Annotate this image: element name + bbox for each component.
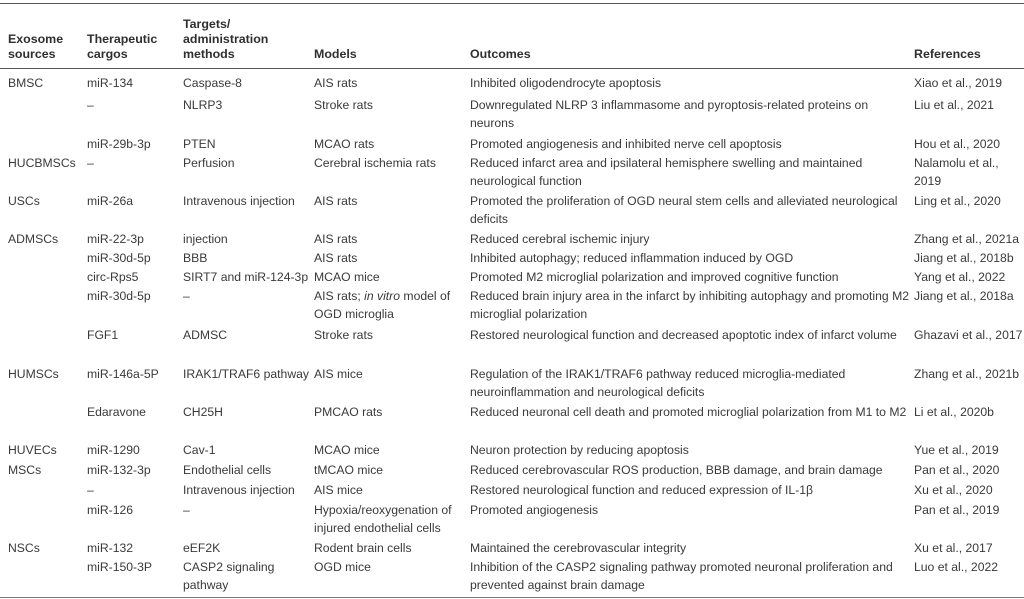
header-references xyxy=(914,8,981,62)
cell-reference: Yue et al., 2019 xyxy=(914,443,999,457)
header-outcomes xyxy=(470,8,531,62)
cell-cargo: miR-1290 xyxy=(87,443,140,457)
header-text: Targets/ xyxy=(183,17,231,31)
cell-target: eEF2K xyxy=(183,541,221,555)
cell-source: USCs xyxy=(8,194,40,208)
cell-reference: Pan et al., 2020 xyxy=(914,463,1000,477)
cell-outcome: Reduced neuronal cell death and promoted microglial polarization from M1 to M2 xyxy=(470,405,907,419)
cell-outcome: Promoted the proliferation of OGD neural stem cells and alleviated neurological deficits xyxy=(470,194,898,226)
header-exosome-sources xyxy=(8,8,63,62)
header-text: Models xyxy=(314,47,357,61)
header-text: Outcomes xyxy=(470,47,531,61)
cell-model: AIS mice xyxy=(314,367,363,381)
cell-target: Perfusion xyxy=(183,156,235,170)
cell-cargo: miR-30d-5p xyxy=(87,289,151,303)
cell-cargo: miR-134 xyxy=(87,76,134,90)
cell-outcome: Regulation of the IRAK1/TRAF6 pathway reduced microglia-mediated neuroinflammation and neurological deficits xyxy=(470,367,846,399)
model-text-italic: in vitro xyxy=(364,289,401,303)
cell-model: MCAO mice xyxy=(314,443,380,457)
cell-outcome: Inhibition of the CASP2 signaling pathway promoted neuronal proliferation and prevented against brain damage xyxy=(470,560,893,592)
cell-target: Intravenous injection xyxy=(183,194,295,208)
cell-target: CH25H xyxy=(183,405,223,419)
cell-cargo: miR-29b-3p xyxy=(87,137,151,151)
cell-outcome: Reduced cerebral ischemic injury xyxy=(470,232,650,246)
cell-target: Caspase-8 xyxy=(183,76,242,90)
cell-outcome: Neuron protection by reducing apoptosis xyxy=(470,443,689,457)
cell-reference: Hou et al., 2020 xyxy=(914,137,1001,151)
cell-target: NLRP3 xyxy=(183,98,223,112)
cell-cargo: miR-26a xyxy=(87,194,134,208)
cell-model: MCAO rats xyxy=(314,137,375,151)
header-text: cargos xyxy=(87,47,128,61)
header-text: References xyxy=(914,47,981,61)
cell-reference: Xu et al., 2020 xyxy=(914,483,993,497)
cell-reference: Yang et al., 2022 xyxy=(914,270,1006,284)
cell-model: PMCAO rats xyxy=(314,405,383,419)
cell-cargo: miR-146a-5P xyxy=(87,367,159,381)
cell-model: Cerebral ischemia rats xyxy=(314,156,436,170)
cell-outcome: Promoted M2 microglial polarization and improved cognitive function xyxy=(470,270,839,284)
cell-cargo: – xyxy=(87,98,94,112)
cell-target: IRAK1/TRAF6 pathway xyxy=(183,367,309,381)
cell-target: – xyxy=(183,289,190,303)
cell-target: BBB xyxy=(183,251,208,265)
cell-outcome: Promoted angiogenesis and inhibited nerve cell apoptosis xyxy=(470,137,782,151)
cell-reference: Zhang et al., 2021b xyxy=(914,367,1020,381)
header-models xyxy=(314,8,357,62)
cell-cargo: miR-132-3p xyxy=(87,463,151,477)
cell-model: MCAO mice xyxy=(314,270,380,284)
cell-cargo: miR-150-3P xyxy=(87,560,153,574)
model-text: AIS rats; xyxy=(314,289,365,303)
cell-reference: Xu et al., 2017 xyxy=(914,541,993,555)
cell-model: AIS mice xyxy=(314,483,363,497)
cell-reference: Xiao et al., 2019 xyxy=(914,76,1003,90)
cell-target: Cav-1 xyxy=(183,443,216,457)
cell-reference: Li et al., 2020b xyxy=(914,405,994,419)
cell-cargo: – xyxy=(87,483,94,497)
cell-cargo: circ-Rps5 xyxy=(87,270,139,284)
cell-source: NSCs xyxy=(8,541,40,555)
cell-target: injection xyxy=(183,232,228,246)
header-targets xyxy=(183,8,268,62)
cell-outcome: Restored neurological function and reduced expression of IL-1β xyxy=(470,483,814,497)
cell-model: AIS rats xyxy=(314,76,358,90)
cell-model: OGD mice xyxy=(314,560,371,574)
cell-cargo: – xyxy=(87,156,94,170)
cell-outcome: Reduced cerebrovascular ROS production, BBB damage, and brain damage xyxy=(470,463,883,477)
cell-source: HUCBMSCs xyxy=(8,156,76,170)
cell-reference: Zhang et al., 2021a xyxy=(914,232,1020,246)
cell-cargo: miR-126 xyxy=(87,503,134,517)
header-text: sources xyxy=(8,47,56,61)
cell-outcome: Reduced infarct area and ipsilateral hemisphere swelling and maintained neurological function xyxy=(470,156,863,188)
cell-outcome: Inhibited autophagy; reduced inflammation induced by OGD xyxy=(470,251,794,265)
cell-source: MSCs xyxy=(8,463,42,477)
cell-model: Stroke rats xyxy=(314,328,373,342)
cell-target: – xyxy=(183,503,190,517)
cell-source: HUVECs xyxy=(8,443,57,457)
cell-outcome: Inhibited oligodendrocyte apoptosis xyxy=(470,76,662,90)
cell-source: HUMSCs xyxy=(8,367,59,381)
cell-reference: Nalamolu et al., 2019 xyxy=(914,156,999,188)
cell-model: Hypoxia/reoxygenation of injured endothelial cells xyxy=(314,503,452,535)
header-text: methods xyxy=(183,47,235,61)
header-rule xyxy=(0,68,1024,69)
cell-source: ADMSCs xyxy=(8,232,59,246)
cell-reference: Jiang et al., 2018a xyxy=(914,289,1014,303)
cell-reference: Ling et al., 2020 xyxy=(914,194,1001,208)
table-bottom-rule xyxy=(0,597,1024,598)
cell-outcome: Downregulated NLRP 3 inflammasome and pyroptosis-related proteins on neurons xyxy=(470,98,869,130)
cell-reference: Ghazavi et al., 2017 xyxy=(914,328,1023,342)
header-text: Therapeutic xyxy=(87,32,158,46)
header-text: Exosome xyxy=(8,32,64,46)
cell-target: ADMSC xyxy=(183,328,228,342)
cell-source: BMSC xyxy=(8,76,44,90)
cell-model: AIS rats xyxy=(314,251,358,265)
cell-target: Intravenous injection xyxy=(183,483,295,497)
cell-cargo: miR-132 xyxy=(87,541,134,555)
header-therapeutic-cargos xyxy=(87,8,157,62)
cell-cargo: miR-22-3p xyxy=(87,232,144,246)
cell-model: AIS rats xyxy=(314,194,358,208)
cell-model xyxy=(314,288,464,323)
cell-cargo: miR-30d-5p xyxy=(87,251,151,265)
cell-outcome: Reduced brain injury area in the infarct by inhibiting autophagy and promoting M2 microglial polarization xyxy=(470,289,910,321)
cell-model: tMCAO mice xyxy=(314,463,384,477)
cell-cargo: FGF1 xyxy=(87,328,119,342)
cell-reference: Liu et al., 2021 xyxy=(914,98,994,112)
cell-outcome: Maintained the cerebrovascular integrity xyxy=(470,541,687,555)
cell-outcome: Restored neurological function and decreased apoptotic index of infarct volume xyxy=(470,328,897,342)
cell-model: Rodent brain cells xyxy=(314,541,412,555)
cell-target: Endothelial cells xyxy=(183,463,272,477)
table-top-rule xyxy=(0,3,1024,4)
cell-target: SIRT7 and miR-124-3p xyxy=(183,270,309,284)
cell-cargo: Edaravone xyxy=(87,405,146,419)
cell-reference: Luo et al., 2022 xyxy=(914,560,999,574)
cell-target: CASP2 signaling pathway xyxy=(183,560,275,592)
cell-reference: Jiang et al., 2018b xyxy=(914,251,1014,265)
model-text: model of OGD microglia xyxy=(314,289,451,321)
header-text: administration xyxy=(183,32,269,46)
cell-outcome: Promoted angiogenesis xyxy=(470,503,599,517)
cell-model: AIS rats xyxy=(314,232,358,246)
cell-target: PTEN xyxy=(183,137,216,151)
cell-reference: Pan et al., 2019 xyxy=(914,503,1000,517)
cell-model: Stroke rats xyxy=(314,98,373,112)
